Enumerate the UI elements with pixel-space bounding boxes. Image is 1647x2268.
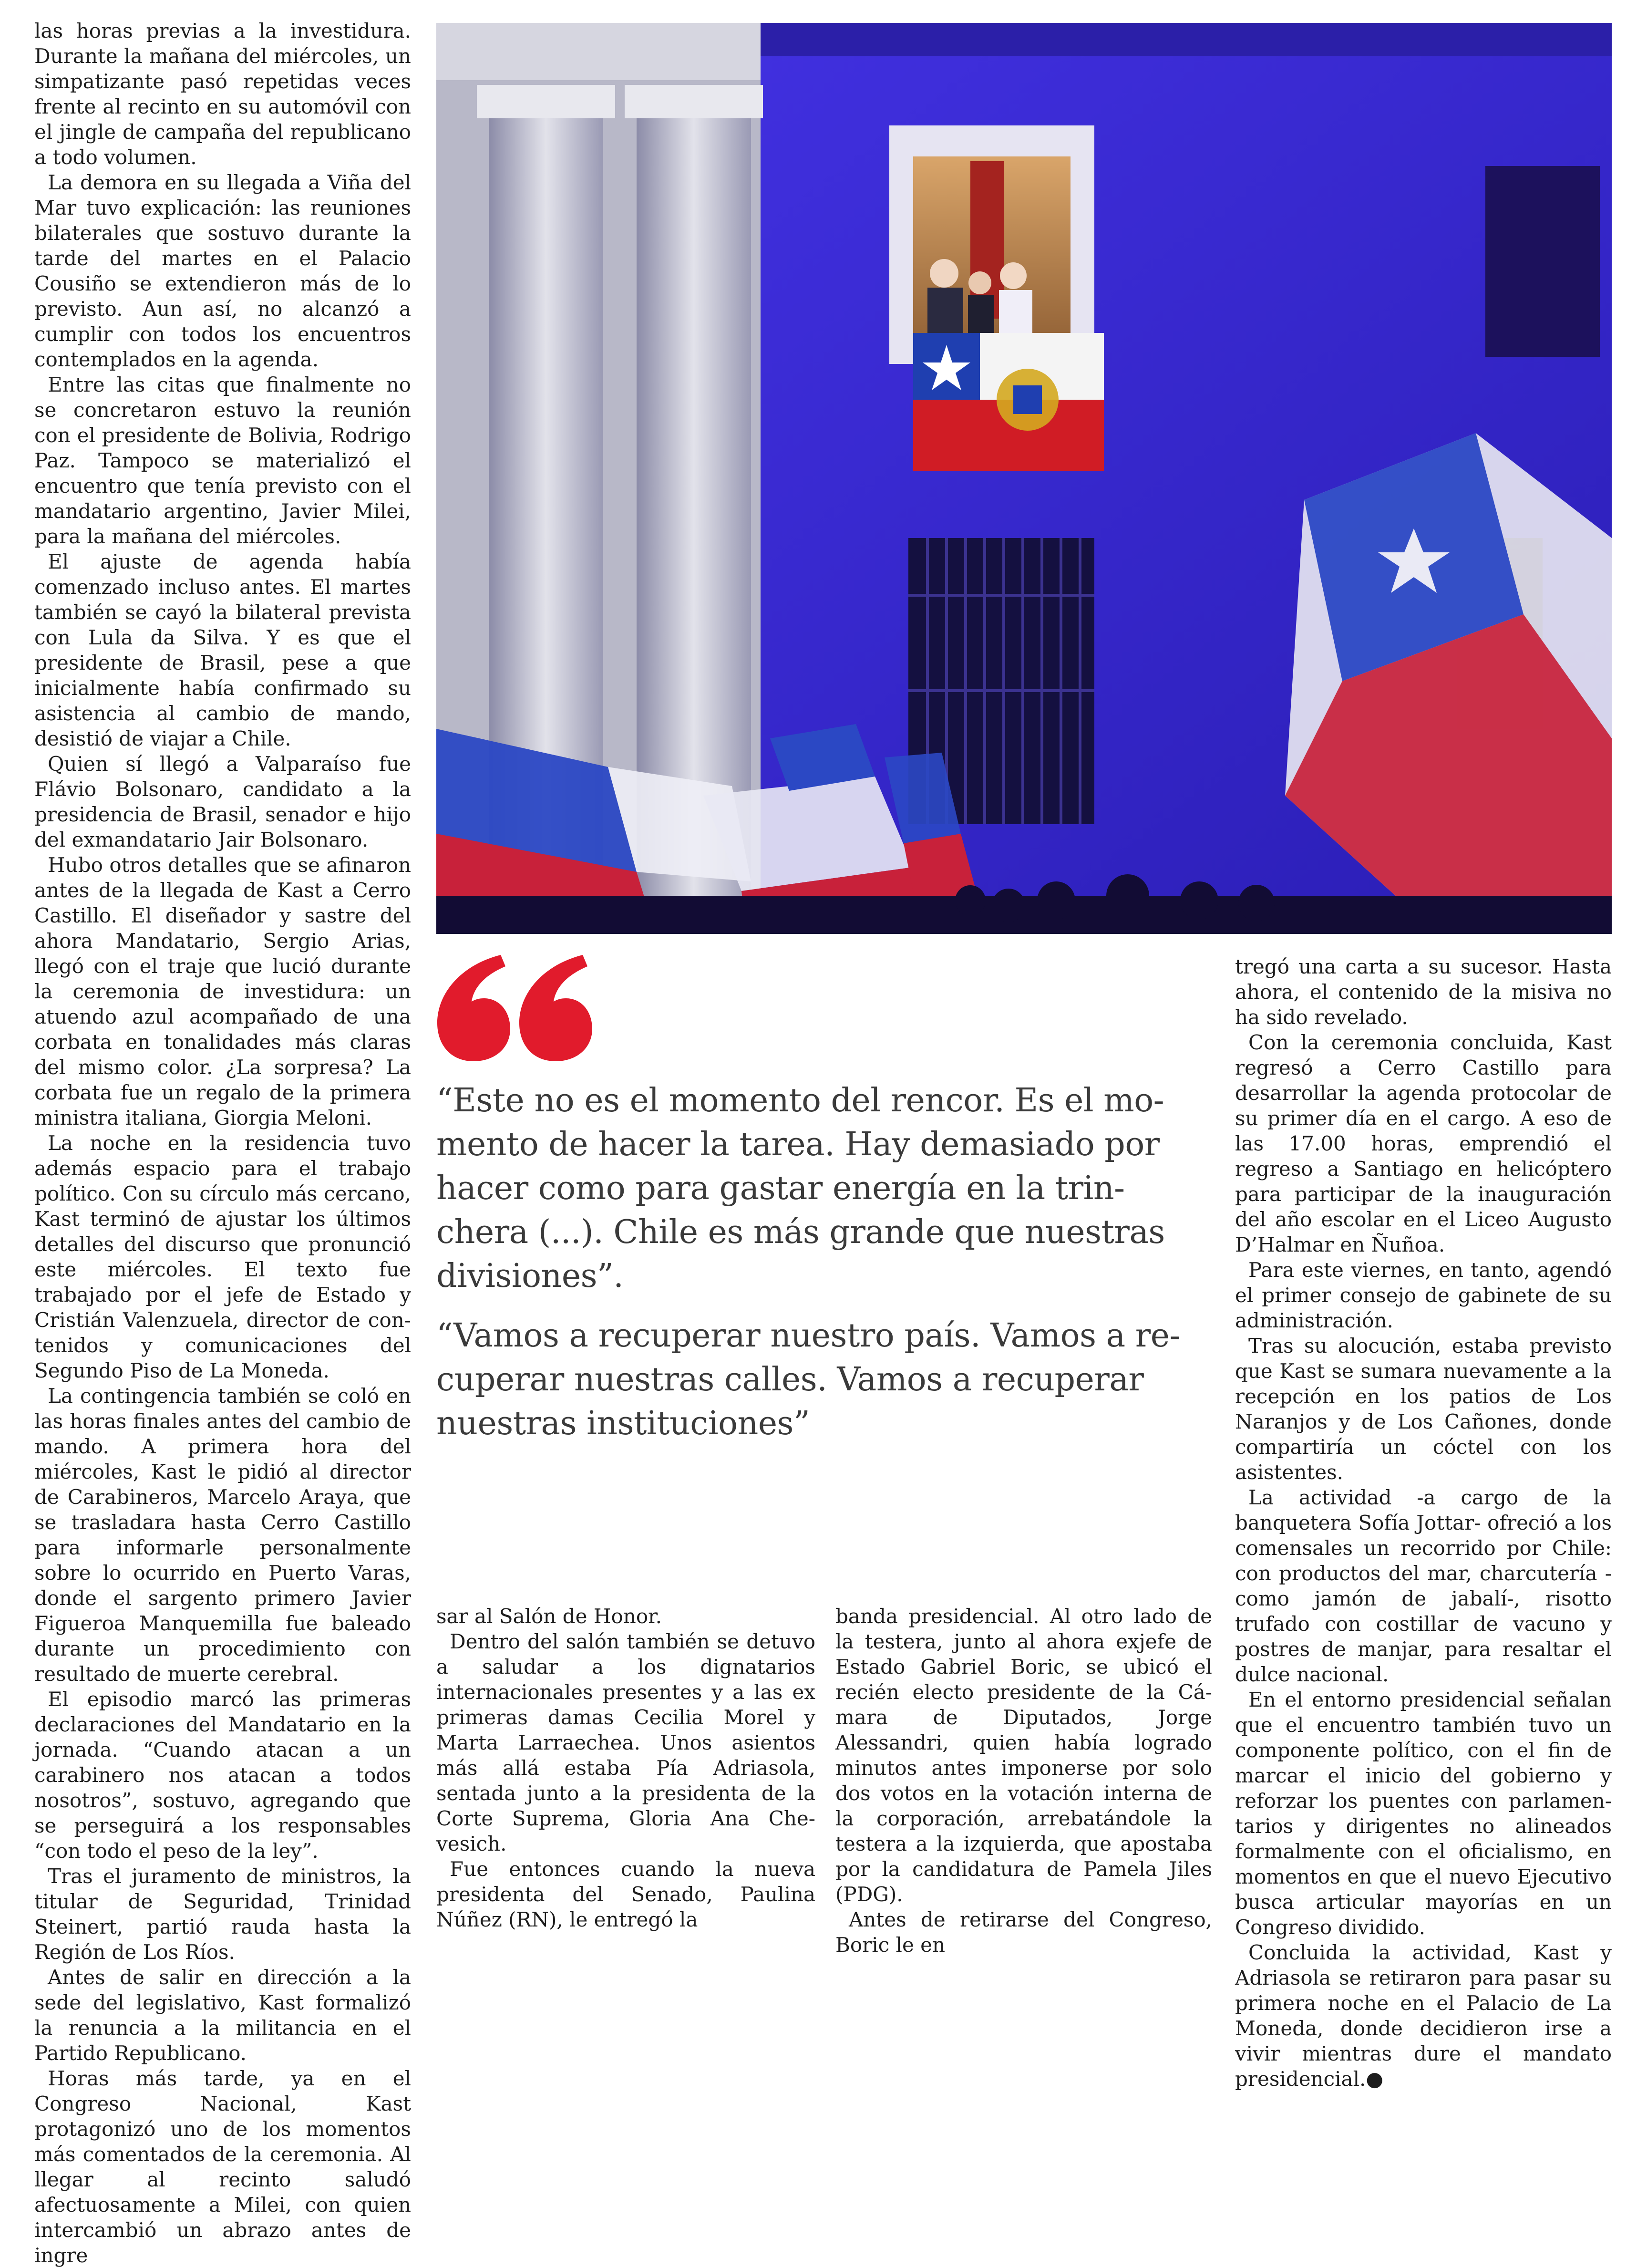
pull-quote-line: “Vamos a recuperar nuestro país. Vamos a re- bbox=[436, 1317, 1180, 1355]
pull-quote-line: mento de hacer la tarea. Hay demasiado por bbox=[436, 1126, 1160, 1163]
pull-quote-line: nuestras instituciones” bbox=[436, 1405, 810, 1442]
quote-mark-right bbox=[519, 955, 592, 1061]
article-paragraph: Tras su alocución, estaba previsto que Kast se sumara nuevamente a la recepción en los patios de Los Naranjos y de Los Cañones, donde compartiría un cóctel con los asistentes. bbox=[1235, 1334, 1612, 1484]
article-paragraph: La noche en la residencia tuvo además espacio para el trabajo político. Con su círculo más cercano, Kast terminó de ajustar los últimos detalles del discurso que pronunció este miércoles. El texto fue trabajado por el jefe de Estado y Cristián Valenzuela, director de contenidos y comunicaciones del Segundo Piso de La Moneda. bbox=[34, 1131, 411, 1382]
pull-quote-line: hacer como para gastar energía en la trin- bbox=[436, 1170, 1125, 1207]
figure-president bbox=[930, 259, 958, 288]
article-paragraph: las horas previas a la investidura. Durante la mañana del miércoles, un simpatizante pasó repetidas veces frente al recinto en su automóvil con el jingle de campaña del republicano a todo volumen. bbox=[34, 19, 411, 169]
left-article-column bbox=[34, 18, 411, 2268]
article-paragraph: tregó una carta a su sucesor. Hasta ahora, el contenido de la misiva no ha sido revelado. bbox=[1235, 955, 1612, 1029]
article-paragraph: banda presidencial. Al otro lado de la testera, junto al ahora exjefe de Estado Gabriel Boric, se ubicó el recién electo presidente de la Cámara de Diputados, Jorge Alessandri, quien había logrado minutos antes imponerse por solo dos votos en la votación interna de la corporación, arrebatándole la testera a la izquierda, que apostaba por la candidatura de Pamela Jiles (PDG). bbox=[835, 1605, 1212, 1906]
quote-mark-icon bbox=[436, 954, 594, 1064]
article-paragraph: En el entorno presidencial señalan que el encuentro también tuvo un componente político, con el fin de marcar el inicio del gobierno y reforzar los puentes con parlamentarios y dirigentes no alineados formalmente con el oficialismo, en momentos en que el nuevo Ejecutivo busca articular mayorías en un Congreso dividido. bbox=[1235, 1688, 1612, 1939]
article-paragraph: El ajuste de agenda había comenzado incluso antes. El martes también se cayó la bilateral prevista con Lula da Silva. Y es que el presidente de Brasil, pese a que inicialmente había confirmado su asistencia al cambio de mando, desistió de viajar a Chile. bbox=[34, 550, 411, 750]
article-paragraph: Fue entonces cuando la nueva presidenta del Senado, Paulina Núñez (RN), le entregó la bbox=[436, 1857, 815, 1931]
article-paragraph: El episodio marcó las primeras declaraciones del Mandatario en la jornada. “Cuando atacan a un carabinero nos atacan a todos nosotros”, sostuvo, agregando que se perseguirá a los responsables “con todo el peso de la ley”. bbox=[34, 1688, 411, 1863]
article-paragraph: Hubo otros detalles que se afinaron antes de la llegada de Kast a Cerro Castillo. El diseñador y sastre del ahora Mandatario, Sergio Arias, llegó con el traje que lució durante la ceremonia de investidura: un atuendo azul acompañado de una corbata en tonalidades más claras del mismo color. ¿La sorpresa? La corbata fue un regalo de la primera ministra italiana, Giorgia Meloni. bbox=[34, 853, 411, 1129]
pull-quote-line: “Este no es el momento del rencor. Es el mo- bbox=[436, 1082, 1164, 1119]
pull-quote-1 bbox=[436, 1079, 1165, 1298]
article-paragraph: Quien sí llegó a Valparaíso fue Flávio Bolsonaro, candidato a la presidencia de Brasil, senador e hijo del exmandatario Jair Bolsonaro. bbox=[34, 752, 411, 851]
article-paragraph: Entre las citas que finalmente no se concretaron estuvo la reunión con el presidente de Bolivia, Rodrigo Paz. Tampoco se materializó el encuentro que tenía previsto con el mandatario argentino, Javier Milei, para la mañana del miércoles. bbox=[34, 373, 411, 548]
pull-quote-line: divisiones”. bbox=[436, 1257, 624, 1295]
article-paragraph: Horas más tarde, ya en el Congreso Nacional, Kast protagonizó uno de los momentos más comentados de la ceremonia. Al llegar al recinto saludó afectuosamente a Milei, con quien intercambió un abrazo antes de ingre bbox=[34, 2067, 411, 2267]
article-paragraph: sar al Salón de Honor. bbox=[436, 1605, 662, 1628]
article-paragraph: La actividad -a cargo de la banquetera Sofía Jottar- ofreció a los comensales un recorrido por Chile: con productos del mar, charcutería -como jamón de jabalí-, risotto trufado con costillar de vacuno y postres de manjar, para resaltar el dulce nacional. bbox=[1235, 1486, 1612, 1686]
figure-first-lady bbox=[1000, 262, 1027, 289]
article-paragraph: Antes de salir en dirección a la sede del legislativo, Kast formalizó la renuncia a la militancia en el Partido Republicano. bbox=[34, 1966, 411, 2065]
pull-quote-line: chera (...). Chile es más grande que nuestras bbox=[436, 1213, 1165, 1251]
article-paragraph: Concluida la actividad, Kast y Adriasola se retiraron para pasar su primera noche en el Palacio de La Moneda, donde decidieron irse a vivir mientras dure el mandato presidencial.● bbox=[1235, 1941, 1612, 2091]
article-paragraph: Dentro del salón también se detuvo a saludar a los dignatarios internacionales presentes y a las ex primeras damas Cecilia Morel y Marta Larraechea. Unos asientos más allá estaba Pía Adriasola, sentada junto a la presidenta de la Corte Suprema, Gloria Ana Chevesich. bbox=[436, 1630, 815, 1855]
article-paragraph: La demora en su llegada a Viña del Mar tuvo explicación: las reuniones bilaterales que sostuvo durante la tarde del martes en el Palacio Cousiño se extendieron más de lo previsto. Aun así, no alcanzó a cumplir con todos los encuentros contemplados en la agenda. bbox=[34, 171, 411, 371]
camera-crane bbox=[1485, 166, 1600, 357]
article-paragraph: Antes de retirarse del Congreso, Boric le en bbox=[835, 1908, 1212, 1957]
middle-article-column-2 bbox=[835, 1604, 1212, 1957]
photo-illustration bbox=[436, 23, 1612, 934]
right-article-column bbox=[1235, 954, 1612, 2092]
hero-photo-la-moneda-balcony bbox=[436, 23, 1612, 934]
pull-quote-line: cuperar nuestras calles. Vamos a recuperar bbox=[436, 1361, 1144, 1398]
article-paragraph: Con la ceremonia concluida, Kast regresó a Cerro Castillo para desarrollar la agenda protocolar de su primer día en el cargo. A eso de las 17.00 horas, emprendió el regreso a Santiago en helicóptero para participar de la inauguración del año escolar en el Liceo Augusto D’Halmar en Ñuñoa. bbox=[1235, 1031, 1612, 1256]
article-paragraph: Para este viernes, en tanto, agendó el primer consejo de gabinete de su administración. bbox=[1235, 1258, 1612, 1332]
quote-mark-left bbox=[437, 955, 510, 1061]
article-paragraph: Tras el juramento de ministros, la titular de Seguridad, Trinidad Steinert, partió rauda hasta la Región de Los Ríos. bbox=[34, 1864, 411, 1964]
article-paragraph: La contingencia también se coló en las horas finales antes del cambio de mando. A primera hora del miércoles, Kast le pidió al director de Carabineros, Marcelo Araya, que se trasladara hasta Cerro Castillo para informarle personalmente sobre lo ocurrido en Puerto Varas, donde el sargento primero Javier Figueroa Manquemilla fue baleado durante un procedimiento con resultado de muerte cerebral. bbox=[34, 1384, 411, 1686]
end-of-article-mark: ● bbox=[1366, 2067, 1384, 2091]
pull-quote-2 bbox=[436, 1314, 1180, 1446]
middle-article-column-1 bbox=[436, 1604, 815, 1932]
